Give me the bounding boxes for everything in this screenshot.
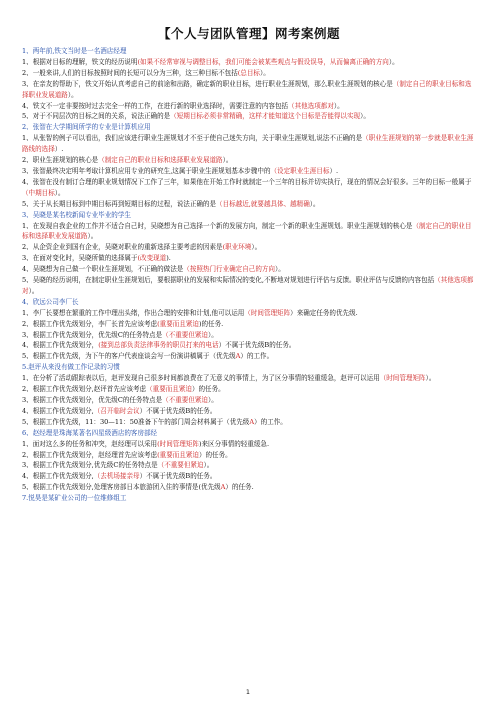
question-line <box>22 155 476 166</box>
answer-text: （时间管理矩阵 <box>244 308 291 317</box>
question-text: 1、从张智的例子可以看出，我们应该进行职业生涯规划才不至于使自己迷失方向，关于职业生涯规划,说法不正确的是 <box>22 134 363 143</box>
answer-text: （短期目标必须非常精确，这样才能知道这个目标是否能得以实现 <box>170 112 361 121</box>
question-line <box>22 340 476 351</box>
answer-text: (重要而且紧迫 <box>157 450 199 459</box>
question-line <box>22 319 476 330</box>
question-text-end: ）。 <box>388 57 399 66</box>
question-line <box>22 471 476 482</box>
question-text: 3、在亲友的帮助下，铁文开始认真考虑自己的前途和出路，确定新的职业目标，进行职业生涯规划，那么职业生涯规划的核心是 <box>22 79 393 88</box>
answer-text: (职业环境 <box>222 243 252 252</box>
question-line <box>22 460 476 471</box>
question-line <box>22 482 476 493</box>
question-text: 4、张智在没有制订合理的职业规划情况下工作了三年，如果他在开始工作时就制定一个三年的目标并切实执行，现在的情况会好很多。三年的目标一般属于 <box>22 177 472 186</box>
question-text: 2、从企资企业到国有企业，吴晓对职业的重新选择主要考虑的因素是 <box>22 243 223 252</box>
question-line <box>22 253 476 264</box>
question-text-end: ）的工作。 <box>240 352 274 361</box>
question-text: 3、根据工作优先级划分,优先级C的任务特点是 <box>22 461 158 470</box>
question-text-end: )的任务. <box>198 319 224 328</box>
answer-text: （不重要但紧迫 <box>162 396 208 404</box>
question-text-end: ）的任务。 <box>191 385 225 394</box>
answer-text: （制定自己的职业目标和选择职业发展道路 <box>98 156 223 165</box>
question-text: 2、一般来讲,人们的目标按照时间的长短可以分为三种，这三种目标不包括 <box>22 68 238 77</box>
answer-text: （重要而且紧迫 <box>146 385 192 394</box>
question-text-end: ）。 <box>222 156 233 165</box>
question-text: 1、在发现自我企业的工作并不适合自己时，吴晓想为自己选择一个新的发展方向，制定一个新的职业生涯规划。职业生涯规划的核心是 <box>22 221 413 230</box>
answer-text: （召开临时会议 <box>93 406 140 415</box>
question-line <box>22 79 476 101</box>
question-line <box>22 406 476 417</box>
case-heading: 4、欣远公司李厂长 <box>22 297 79 306</box>
question-line <box>22 242 476 253</box>
question-text: 3、根据工作优先级划分，优先级C的任务特点是 <box>22 330 163 339</box>
answer-text: (总目标 <box>237 68 260 77</box>
answer-text: （设定职业生涯目标 <box>270 166 330 175</box>
case-heading: 5.赵评从来没有做工作记录的习惯 <box>22 363 120 372</box>
question-line <box>22 111 476 122</box>
question-text-end: ）。 <box>251 243 262 252</box>
question-text-end: ）。 <box>425 374 436 383</box>
question-text: 3、张智最终决定明年考取计算机应用专业的研究生,这属于职业生涯规划基本步骤中的 <box>22 166 271 175</box>
question-line <box>22 351 476 362</box>
answer-text: （不重要但紧迫 <box>162 330 208 339</box>
answer-text: （其他选项都对 <box>22 276 474 295</box>
answer-text: (改变现道 <box>137 254 167 263</box>
question-text-end: ）. <box>329 166 339 175</box>
question-text-end: ）。 <box>360 112 370 121</box>
question-text: 3、根据工作优先级划分，优先级C的任务特点是 <box>22 396 163 404</box>
question-text: 5、根据工作优先级划分,处理客房部日本旅游团入住的事情是(优先级 <box>22 483 221 492</box>
answer-text: （不重要但紧迫 <box>157 461 204 470</box>
question-text-end: ）。 <box>259 68 270 77</box>
question-line <box>22 221 476 243</box>
question-text-end: ）的工作。 <box>254 417 287 426</box>
question-text: 4、根据工作优先级划分， <box>22 341 99 350</box>
answer-text: A <box>249 417 255 426</box>
answer-text: (重要而且紧迫 <box>157 319 199 328</box>
question-text: 4、根据工作优先级划分, <box>22 472 94 481</box>
question-text: 2、根据工作优先级划分,赵评首先应该考虑 <box>22 385 147 394</box>
question-text-end: ）。 <box>333 101 344 110</box>
question-text: 5、根据工作优先级，11：30—11：50准备下午的部门周会材料属于（优先级 <box>22 417 250 426</box>
question-text-end: ）。 <box>67 90 78 99</box>
question-text: 1、面对这么多的任务和冲突，赵经理可以采用 <box>22 439 158 448</box>
question-line <box>22 166 476 177</box>
question-line <box>22 68 476 79</box>
case-heading: 3、吴晓是某名校新闻专业毕业的学生 <box>22 210 131 219</box>
answer-text: （按照热门行业确定自己的方向 <box>183 265 275 274</box>
question-text-end: )来区分事情的轻重缓急. <box>198 439 270 448</box>
question-text-end: ）。 <box>54 188 65 197</box>
question-text-end: ）。 <box>309 199 320 208</box>
case-heading: 7.悦昊是某矿业公司的一位维修组工 <box>22 494 127 503</box>
answer-text: （制定自己的职业目标和选择职业发展道路 <box>22 221 472 241</box>
question-line <box>22 101 476 112</box>
question-text: 1、在分析了活动跟踪表以后，赵评发现自己很多时间都浪费在了无意义的事情上，为了区分事情的轻重缓急，赵评可以运用 <box>22 374 380 383</box>
question-text: 5、关于从长期目标到中期目标再到短期目标的过程，说法正确的是 <box>22 199 217 208</box>
page-number: 1 <box>245 688 251 696</box>
answer-text: （制定自己的职业目标和选择职业发展道路 <box>22 79 472 99</box>
answer-text: A <box>235 352 241 361</box>
question-line <box>22 177 476 199</box>
answer-text: (时间管理矩阵 <box>157 439 199 448</box>
question-text-end: ）不属于优先级B的任务。 <box>139 406 217 415</box>
question-line <box>22 133 476 155</box>
question-text-end: ）不属于优先级B的任务。 <box>139 472 217 481</box>
question-text: 4、铁文不一定非要按时过去完全一样的工作，在进行新的职业选择时，需要注意的内容包括 <box>22 101 289 110</box>
answer-text: A <box>220 483 226 492</box>
question-text-end: ）。 <box>28 286 39 295</box>
case-heading: 6、赵经理是珠海某著名四星级酒店的客房部经 <box>22 428 158 437</box>
question-text-end: ）。 <box>203 461 214 470</box>
question-line <box>22 450 476 461</box>
question-line <box>22 395 476 406</box>
question-text-end: ）的任务。 <box>198 450 232 459</box>
answer-text: （中期目标 <box>22 188 55 197</box>
question-line <box>22 275 476 297</box>
question-text: 3、在面对变化时，吴晓所做的选择属于 <box>22 254 138 263</box>
answer-text: （目标越近,就要越具体、越精确 <box>216 199 310 208</box>
question-text: 5、吴晓的经历说明，在制定职业生涯规划后，要根据职业的发展和实际情况的变化,不断地对规划进行评估与反馈。职业评估与反馈的内容包括 <box>22 276 435 285</box>
question-text: 1、李厂长要想在繁重的工作中理出头绪，作出合理的安排和计划,他可以运用 <box>22 308 245 317</box>
question-text: 4、根据工作优先级划分, <box>22 406 94 415</box>
question-text-end: ）。 <box>207 396 218 404</box>
question-line <box>22 308 476 319</box>
question-text-end: ）。 <box>87 232 98 241</box>
question-line <box>22 57 476 68</box>
answer-text: (接到总部负责法律事务的职员打来的电话 <box>98 341 219 350</box>
question-text: 4、吴晓想为自己做一个职业生涯规划，不正确的做法是 <box>22 265 184 274</box>
question-text: 2、职业生涯规划的核心是 <box>22 156 99 165</box>
case-heading: 1、两年前,铁文当时是一名酒店经理 <box>22 47 127 55</box>
question-line <box>22 264 476 275</box>
answer-text: （职业生涯规划的第一步就是职业生涯路线的选择 <box>22 134 474 154</box>
question-line <box>22 439 476 450</box>
question-text-end: ). <box>166 254 171 263</box>
document-body <box>22 46 476 504</box>
question-text: 5、根据工作优先级，为下午的客户代表座谈会写一份演讲稿属于（优先级 <box>22 352 236 361</box>
question-text: 2、根据工作优先级划分，赵经理首先应该考虑 <box>22 450 158 459</box>
question-line <box>22 199 476 210</box>
question-text-end: ）不属于优先级B的任务。 <box>218 341 296 350</box>
question-text-end: ）来确定任务的优先级. <box>290 308 358 317</box>
question-text: 2、根据工作优先级划分，李厂长首先应该考虑 <box>22 319 158 328</box>
question-line <box>22 373 476 384</box>
answer-text: (如果不经常审视与调整目标，我们可能会被某些观点与假设误导，从而偏离正确的方向 <box>137 57 389 66</box>
question-text: 5、对于不同层次的目标之间的关系，说法正确的是 <box>22 112 171 121</box>
answer-text: （其他选项都对 <box>288 101 334 110</box>
question-text-end: ）. <box>54 145 64 154</box>
answer-text: （去机场接亲母 <box>93 472 140 481</box>
question-line <box>22 330 476 341</box>
question-text-end: ）。 <box>274 265 285 274</box>
case-heading: 2、张智在大学期间所学的专业是计算机应用 <box>22 123 151 132</box>
question-text-end: ）。 <box>207 330 218 339</box>
question-text: 1、根据对目标的理解，铁文的经历说明 <box>22 57 138 66</box>
question-line <box>22 384 476 395</box>
question-line <box>22 417 476 428</box>
answer-text: （时间管理矩阵 <box>379 374 426 383</box>
question-text-end: ）的任务. <box>225 483 254 492</box>
document-title: 【个人与团队管理】网考案例题 <box>157 26 340 41</box>
